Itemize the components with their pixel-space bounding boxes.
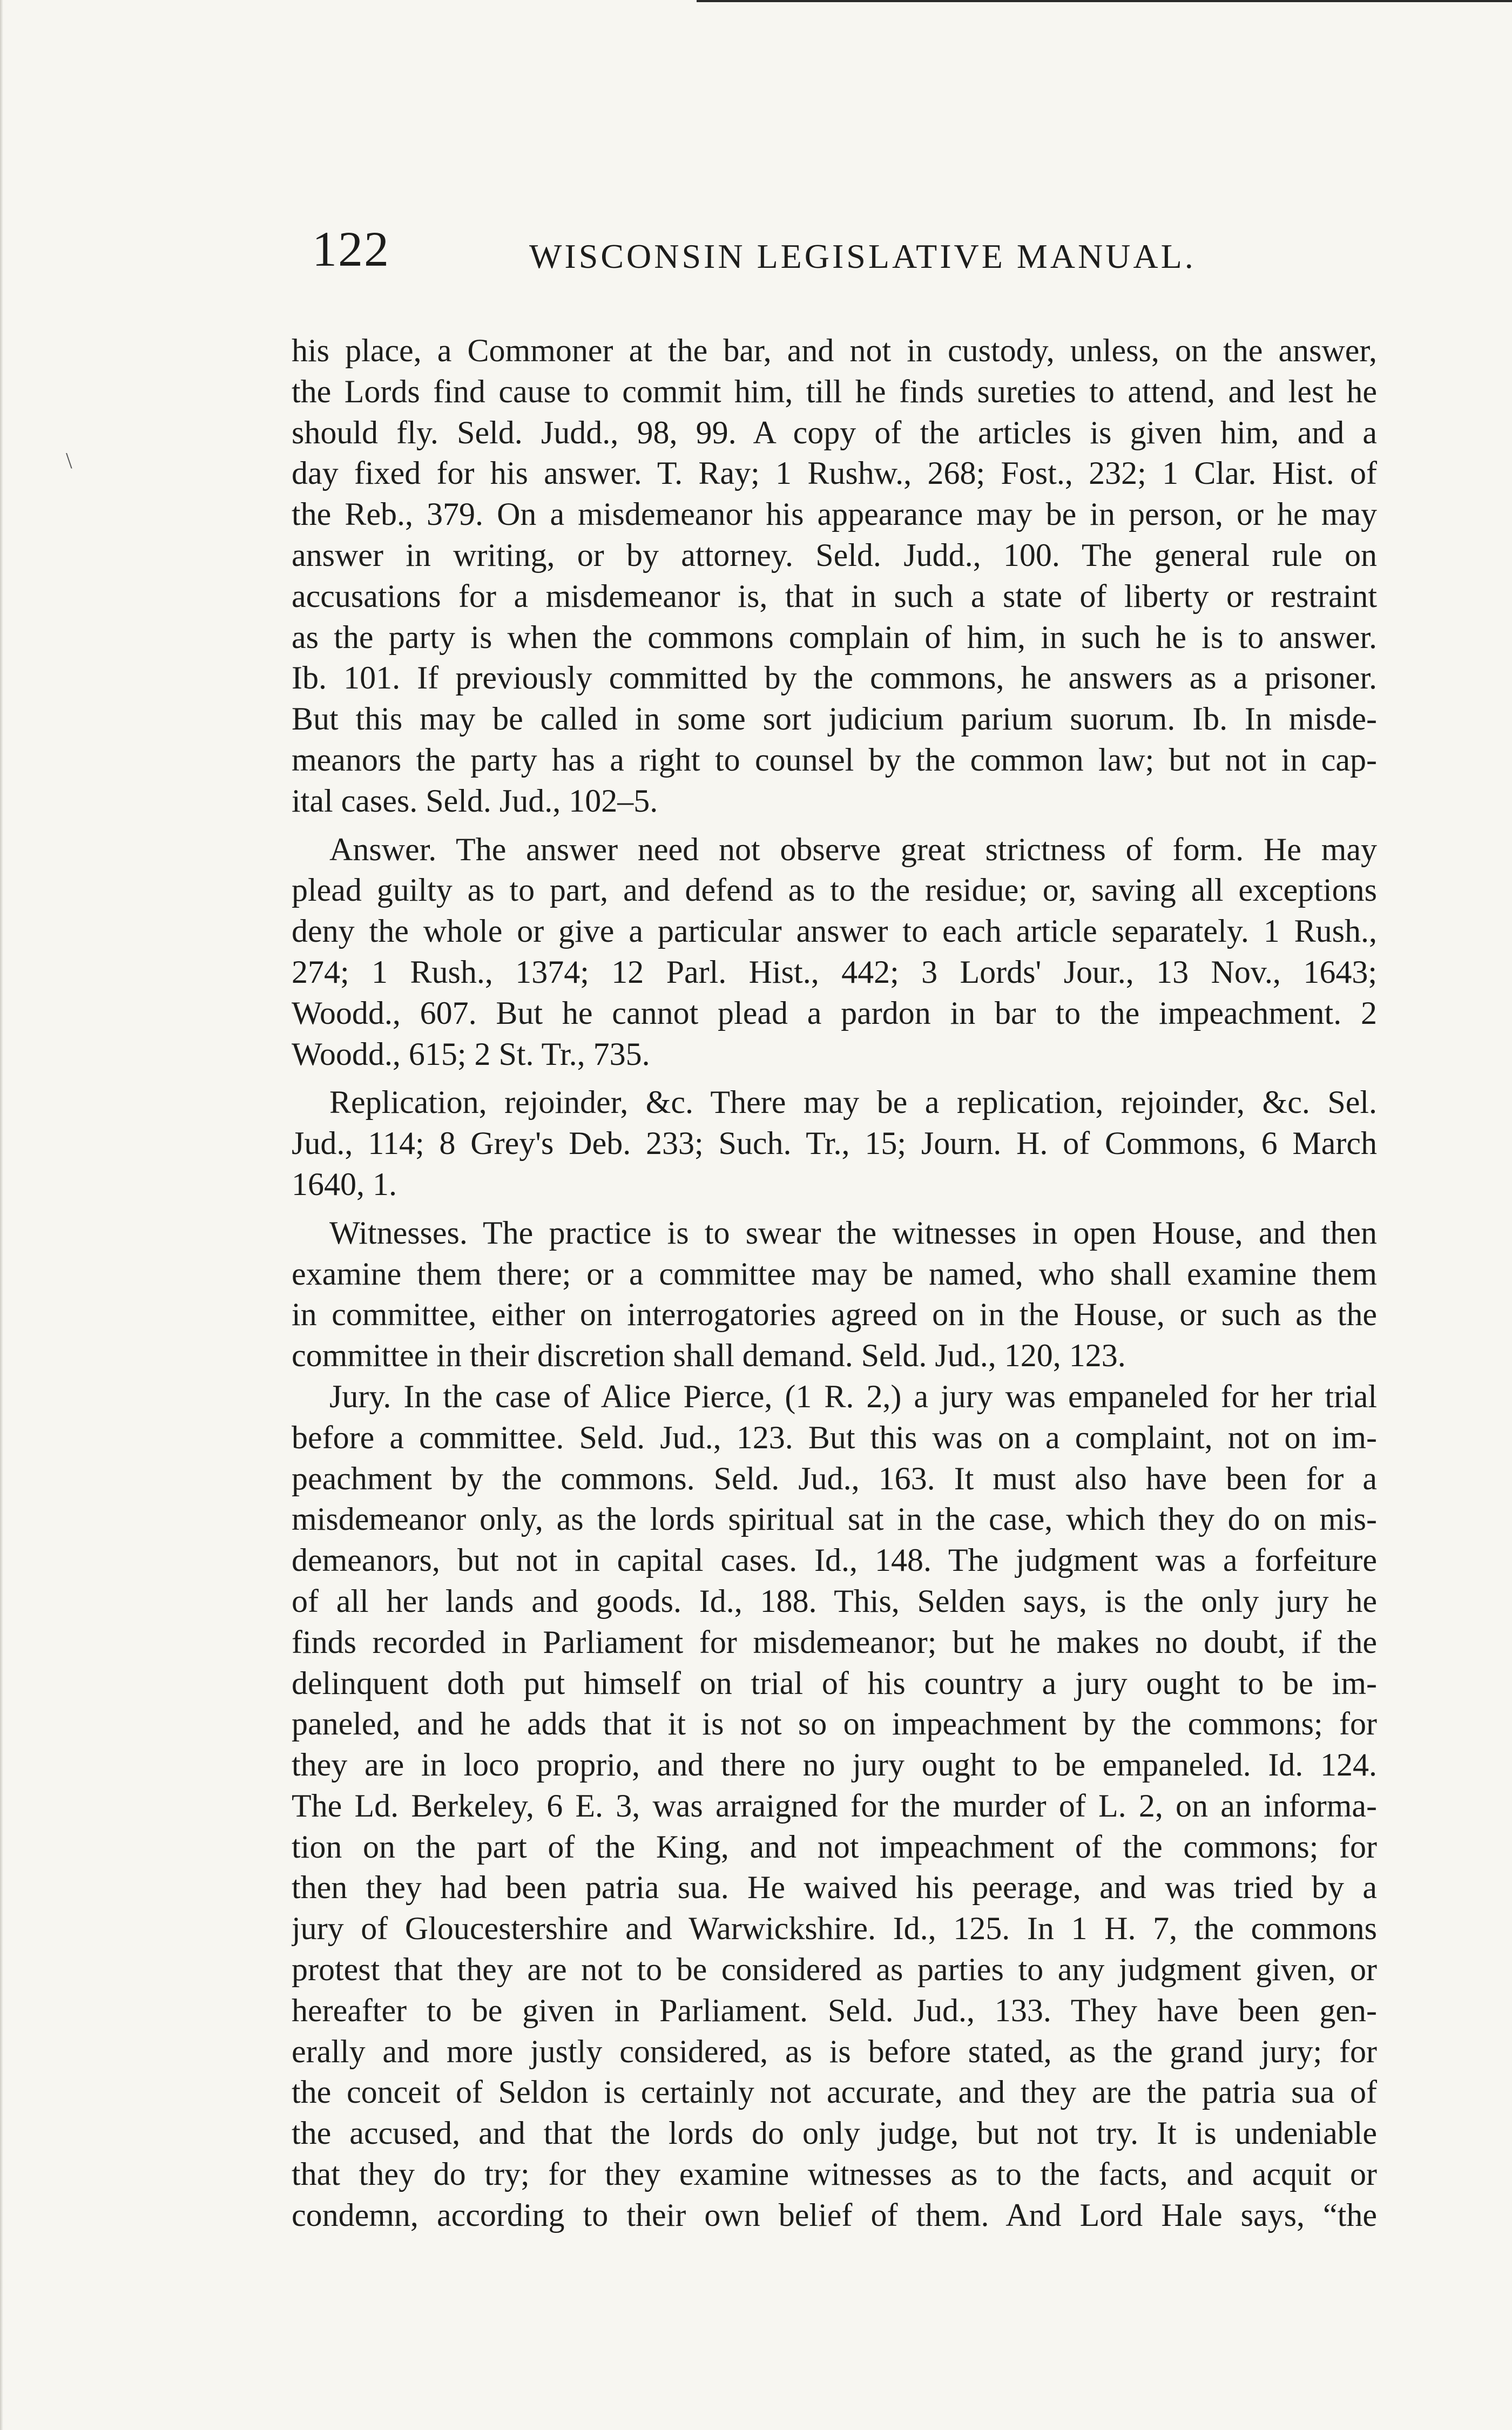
text-line: Jud., 114; 8 Grey's Deb. 233; Such. Tr., 15; Journ. H. of Commons, 6 March (292, 1125, 1377, 1162)
text-line: The Ld. Berkeley, 6 E. 3, was arraigned for the murder of L. 2, on an informa- (292, 1787, 1377, 1824)
text-line: jury of Gloucestershire and Warwickshire. Id., 125. In 1 H. 7, the commons (292, 1911, 1377, 1947)
text-line: examine them there; or a committee may be named, who shall examine them (292, 1256, 1377, 1292)
text-line: day fixed for his answer. T. Ray; 1 Rushw., 268; Fost., 232; 1 Clar. Hist. of (292, 455, 1377, 491)
page-number: 122 (312, 221, 390, 276)
text-line: plead guilty as to part, and defend as to the residue; or, saving all exceptions (292, 872, 1377, 908)
text-line: accusations for a misdemeanor is, that in such a state of liberty or restraint (292, 578, 1377, 614)
text-line: misdemeanor only, as the lords spiritual sat in the case, which they do on mis- (292, 1501, 1377, 1537)
text-line: finds recorded in Parliament for misdemeanor; but he makes no doubt, if the (292, 1624, 1377, 1660)
text-line: they are in loco proprio, and there no jury ought to be empaneled. Id. 124. (292, 1747, 1377, 1783)
text-line: demeanors, but not in capital cases. Id., 148. The judgment was a forfeiture (292, 1542, 1377, 1578)
text-line: But this may be called in some sort judicium parium suorum. Ib. In misde- (292, 701, 1377, 737)
text-line: tion on the part of the King, and not impeachment of the commons; for (292, 1828, 1377, 1865)
running-title: WISCONSIN LEGISLATIVE MANUAL. (529, 237, 1196, 275)
text-line: that they do try; for they examine witnesses as to the facts, and acquit or (292, 2156, 1377, 2192)
text-line: meanors the party has a right to counsel by the common law; but not in cap- (292, 741, 1377, 778)
paragraph-jury-start: Jury. In the case of Alice Pierce, (1 R. 2,) a jury was empaneled for her trial (329, 1378, 1377, 1414)
text-line: peachment by the commons. Seld. Jud., 163. It must also have been for a (292, 1460, 1377, 1496)
text-line: his place, a Commoner at the bar, and not in custody, unless, on the answer, (292, 333, 1377, 368)
text-line: before a committee. Seld. Jud., 123. But this was on a complaint, not on im- (292, 1419, 1377, 1455)
paragraph-witnesses-start: Witnesses. The practice is to swear the witnesses in open House, and then (329, 1214, 1377, 1251)
text-line: 274; 1 Rush., 1374; 12 Parl. Hist., 442; 3 Lords' Jour., 13 Nov., 1643; (292, 954, 1377, 990)
text-line: should fly. Seld. Judd., 98, 99. A copy of the articles is given him, and a (292, 414, 1377, 450)
page-header (312, 220, 1381, 291)
text-line: the Reb., 379. On a misdemeanor his appearance may be in person, or he may (292, 496, 1377, 532)
text-line: committee in their discretion shall demand. Seld. Jud., 120, 123. (292, 1338, 1126, 1374)
text-line: of all her lands and goods. Id., 188. This, Selden says, is the only jury he (292, 1583, 1377, 1619)
body-text (292, 330, 1377, 2236)
text-line: the Lords find cause to commit him, till he finds sureties to attend, and lest he (292, 373, 1377, 409)
text-line: the accused, and that the lords do only judge, but not try. It is undeniable (292, 2115, 1377, 2151)
text-line: answer in writing, or by attorney. Seld. Judd., 100. The general rule on (292, 537, 1377, 573)
text-line: as the party is when the commons complain of him, in such he is to answer. (292, 619, 1377, 655)
text-line: 1640, 1. (292, 1166, 397, 1202)
text-line: Ib. 101. If previously committed by the commons, he answers as a prisoner. (292, 660, 1377, 696)
text-line: deny the whole or give a particular answer to each article separately. 1 Rush., (292, 913, 1377, 949)
text-line: Woodd., 615; 2 St. Tr., 735. (292, 1036, 650, 1072)
text-line: paneled, and he adds that it is not so on impeachment by the commons; for (292, 1706, 1377, 1742)
text-line: the conceit of Seldon is certainly not accurate, and they are the patria sua of (292, 2074, 1377, 2110)
text-line: in committee, either on interrogatories agreed on in the House, or such as the (292, 1297, 1377, 1333)
text-line: Woodd., 607. But he cannot plead a pardon in bar to the impeachment. 2 (292, 995, 1377, 1031)
scan-speck: \ (66, 449, 72, 474)
text-line: delinquent doth put himself on trial of his country a jury ought to be im- (292, 1665, 1377, 1701)
paragraph-answer-start: Answer. The answer need not observe great strictness of form. He may (329, 831, 1377, 867)
text-line: protest that they are not to be considered as parties to any judgment given, or (292, 1952, 1377, 1988)
paragraph-replication-start: Replication, rejoinder, &c. There may be a replication, rejoinder, &c. Sel. (329, 1084, 1377, 1120)
scan-left-edge (0, 0, 3, 2430)
text-line: hereafter to be given in Parliament. Seld. Jud., 133. They have been gen- (292, 1992, 1377, 2028)
text-line: condemn, according to their own belief of them. And Lord Hale says, “the (292, 2197, 1377, 2233)
text-line: erally and more justly considered, as is before stated, as the grand jury; for (292, 2033, 1377, 2069)
text-line: then they had been patria sua. He waived his peerage, and was tried by a (292, 1869, 1377, 1906)
top-edge-rule (697, 0, 1512, 2)
text-line: ital cases. Seld. Jud., 102–5. (292, 782, 658, 819)
